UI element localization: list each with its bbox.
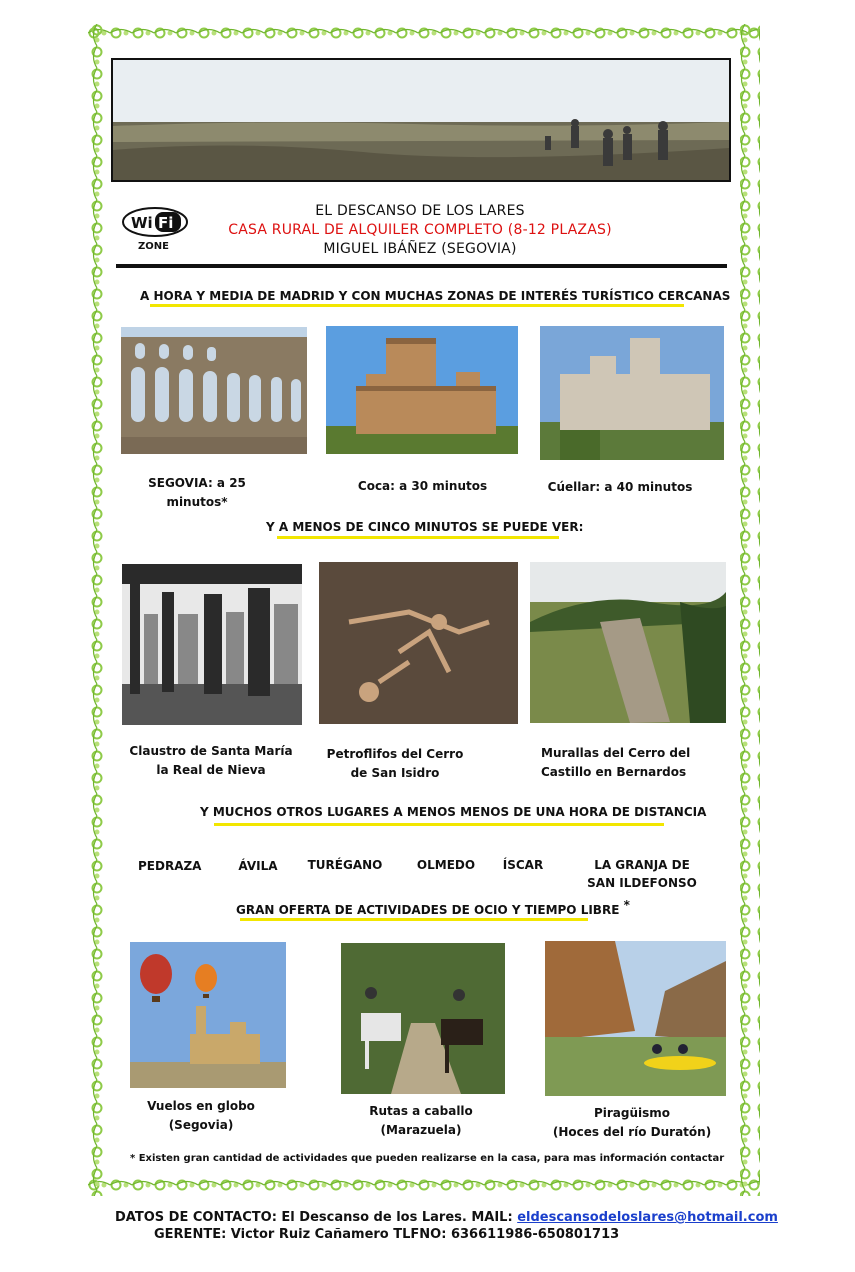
contact-block [100,1209,800,1243]
place-iscar: ÍSCAR [502,858,544,872]
contact-line-1: DATOS DE CONTACTO: El Descanso de los Lares. MAIL: eldescansodeloslares@hotmail.com [115,1210,778,1225]
photo-kayaking [545,941,726,1096]
photo-horse-riding [341,943,505,1094]
section-heading-nearby: Y A MENOS DE CINCO MINUTOS SE PUEDE VER: [266,520,584,534]
wifi-zone-logo [121,206,189,252]
place-turegano: TURÉGANO [307,858,383,872]
title-block [190,202,650,259]
caption-horse-riding: Rutas a caballo (Marazuela) [369,1104,473,1137]
heading-underline [214,823,664,826]
caption-balloons: Vuelos en globo (Segovia) [147,1099,255,1132]
header-divider [116,264,727,268]
svg-text:Wi: Wi [131,214,153,232]
caption-coca: Coca: a 30 minutos [357,479,488,493]
caption-cloister: Claustro de Santa María la Real de Nieva [129,744,293,777]
caption-petroglyphs: Petroflifos del Cerro de San Isidro [326,747,464,780]
place-olmedo: OLMEDO [416,858,476,872]
footnote: * Existen gran cantidad de actividades que pueden realizarse en la casa, para mas información contactar [130,1153,725,1164]
svg-text:ZONE: ZONE [138,241,169,252]
photo-cuellar-castle [540,326,724,460]
photo-coca-castle [326,326,518,454]
house-location: MIGUEL IBÁÑEZ (SEGOVIA) [323,241,517,257]
section-heading-activities: GRAN OFERTA DE ACTIVIDADES DE OCIO Y TIEMPO LIBRE * [236,898,630,917]
photo-bernardos-walls [530,562,726,723]
house-type: CASA RURAL DE ALQUILER COMPLETO (8-12 PLAZAS) [228,222,612,238]
heading-underline [240,918,588,921]
contact-line-2: GERENTE: Victor Ruiz Cañamero TLFNO: 636611986-650801713 [154,1227,620,1242]
caption-cuellar: Cúellar: a 40 minutos [547,480,693,494]
email-link[interactable]: eldescansodeloslares@hotmail.com [517,1210,778,1225]
caption-walls: Murallas del Cerro del Castillo en Bernardos [541,746,691,779]
heading-underline [277,536,559,539]
heading-underline [150,304,684,307]
photo-cloister-santa-maria [122,564,302,725]
photo-petroglyphs [319,562,518,724]
photo-hot-air-balloons [130,942,286,1088]
photo-segovia-aqueduct [121,327,307,454]
place-pedraza: PEDRAZA [138,859,202,873]
landscape-banner-image [111,58,731,182]
asterisk-mark: * [623,898,630,912]
section-heading-other-places: Y MUCHOS OTROS LUGARES A MENOS MENOS DE UNA HORA DE DISTANCIA [200,805,707,819]
place-la-granja: LA GRANJA DE SAN ILDEFONSO [587,858,697,890]
caption-segovia: SEGOVIA: a 25 minutos* [148,476,246,509]
svg-text:Fi: Fi [158,214,174,232]
caption-kayaking: Piragüismo (Hoces del río Duratón) [552,1106,712,1139]
section-heading-tourism: A HORA Y MEDIA DE MADRID Y CON MUCHAS ZONAS DE INTERÉS TURÍSTICO CERCANAS [140,289,731,303]
place-avila: ÁVILA [238,859,278,873]
house-name: EL DESCANSO DE LOS LARES [315,203,525,219]
